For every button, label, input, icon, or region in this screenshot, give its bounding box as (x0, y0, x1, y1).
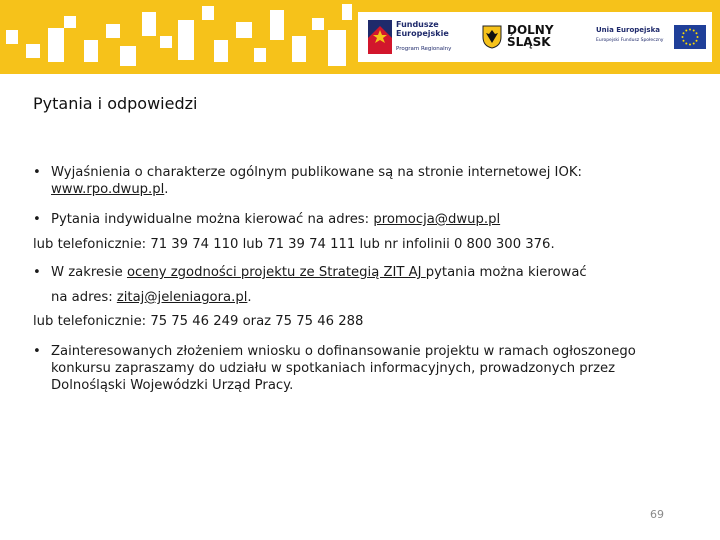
decor-block (48, 28, 64, 62)
fe-logo (366, 12, 476, 62)
bullet-dot: • (33, 212, 41, 227)
bullet-dot: • (33, 165, 41, 180)
decor-block (292, 36, 306, 62)
bullet-dot: • (33, 265, 41, 280)
logo-strip (358, 12, 712, 62)
decor-block (214, 40, 228, 62)
bullet-text: Pytania indywidualne można kierować na adres: (51, 212, 374, 227)
decor-block (120, 46, 136, 66)
fe-flag-icon (368, 20, 392, 54)
decor-block (142, 12, 156, 36)
bullet-text: W zakresie (51, 265, 127, 280)
decor-block (328, 30, 346, 66)
bullet-text-line2 (51, 289, 673, 306)
bullet-item (33, 164, 673, 198)
promocja-email-link[interactable]: promocja@dwup.pl (373, 212, 501, 227)
decor-block (236, 22, 252, 38)
decor-block (84, 40, 98, 62)
phone-info-text: lub telefonicznie: 75 75 46 249 oraz 75 75 46 288 (33, 314, 364, 329)
bullet-text: Wyjaśnienia o charakterze ogólnym publikowane są na stronie internetowej IOK: (51, 165, 582, 180)
ds-logo-title: DOLNY ŚLĄSK (507, 23, 554, 49)
decor-block (202, 6, 214, 20)
bullet-item (33, 343, 673, 394)
decor-block (6, 30, 18, 44)
content-body (33, 164, 673, 394)
eu-logo (596, 12, 708, 62)
page-number: 69 (650, 508, 664, 521)
bullet-text-cont: pytania można kierować (425, 265, 587, 280)
bullet-text: Zainteresowanych złożeniem wniosku o dofinansowanie projektu w ramach ogłoszonego konkursu zapraszamy do udziału w spotkaniach informacyjnych, prowadzonych przez Dolnośląski Wojewódzki Urząd Pracy. (51, 344, 636, 393)
ds-logo (482, 12, 572, 62)
decor-block (254, 48, 266, 62)
zitaj-email-link[interactable]: zitaj@jeleniagora.pl (116, 290, 248, 305)
bullet-text: na adres: (51, 290, 117, 305)
decor-block (342, 4, 352, 20)
decor-block (270, 10, 284, 40)
eu-flag-icon (674, 25, 706, 49)
bullet-item (33, 211, 673, 228)
page-title: Pytania i odpowiedzi (33, 94, 198, 113)
fe-logo-subtitle: Program Regionalny (396, 46, 452, 52)
header-banner (0, 0, 720, 74)
zit-strategy-link[interactable]: oceny zgodności projektu ze Strategią ZIT AJ (126, 265, 426, 280)
bullet-item (33, 264, 673, 306)
fe-logo-title: Fundusze Europejskie (396, 20, 449, 38)
decor-block (106, 24, 120, 38)
decor-block (160, 36, 172, 48)
eu-logo-title: Unia Europejska (596, 26, 660, 34)
bullet-text-end: . (247, 290, 252, 305)
decor-block (178, 20, 194, 60)
decor-block (312, 18, 324, 30)
eagle-shield-icon (482, 25, 502, 49)
decor-block (64, 16, 76, 28)
bullet-text-end: . (164, 182, 169, 197)
decor-block (26, 44, 40, 58)
rpo-website-link[interactable]: www.rpo.dwup.pl (51, 182, 165, 197)
phone-info-text: lub telefonicznie: 71 39 74 110 lub 71 39 74 111 lub nr infolinii 0 800 300 376. (33, 237, 555, 252)
eu-logo-subtitle: Europejski Fundusz Społeczny (596, 38, 664, 43)
bullet-dot: • (33, 344, 41, 359)
